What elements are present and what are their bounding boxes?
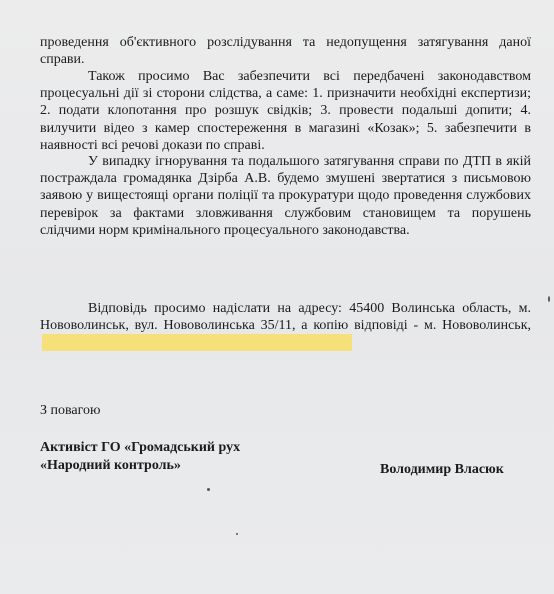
signature-name: Володимир Власюк bbox=[380, 462, 504, 477]
signature-organization-line-2: «Народний контроль» bbox=[40, 458, 181, 473]
redacted-address-highlight bbox=[42, 334, 352, 351]
paragraph-reply-address bbox=[40, 300, 531, 353]
scan-speck bbox=[207, 488, 210, 491]
scan-speck bbox=[548, 296, 550, 302]
paragraph-escalation-warning: У випадку ігнорування та подальшого затягування справи по ДТП в якій постраждала громадянка Дзірба А.В. будемо змушені звертатися з письмовою заявою у вищестоящі органи поліції та прокуратури щодо проведення службових перевірок за фактами зловживання службовим становищем та порушень слідчими норм кримінального процесуального законодавства. bbox=[40, 154, 531, 238]
scan-speck bbox=[236, 533, 238, 535]
paragraph-investigation: проведення об'єктивного розслідування та недопущення затягування даної справи. bbox=[40, 35, 531, 68]
reply-address-text: Відповідь просимо надіслати на адресу: 45400 Волинська область, м. Нововолинськ, вул. Нововолинська 35/11, а копію відповіді - м. Нововолинськ, bbox=[40, 301, 531, 334]
closing-salutation: З повагою bbox=[40, 403, 101, 418]
paragraph-procedural-requests: Також просимо Вас забезпечити всі передбачені законодавством процесуальні дії зі сторони слідства, а саме: 1. призначити необхідні експертизи; 2. подати клопотання про розшук свідків; 3. провести подальші допити; 4. вилучити відео з камер спостереження в магазині «Козак»; 5. забезпечити в наявності всі речові докази по справі. bbox=[40, 69, 531, 153]
signature-organization-line-1: Активіст ГО «Громадський рух bbox=[40, 440, 241, 455]
